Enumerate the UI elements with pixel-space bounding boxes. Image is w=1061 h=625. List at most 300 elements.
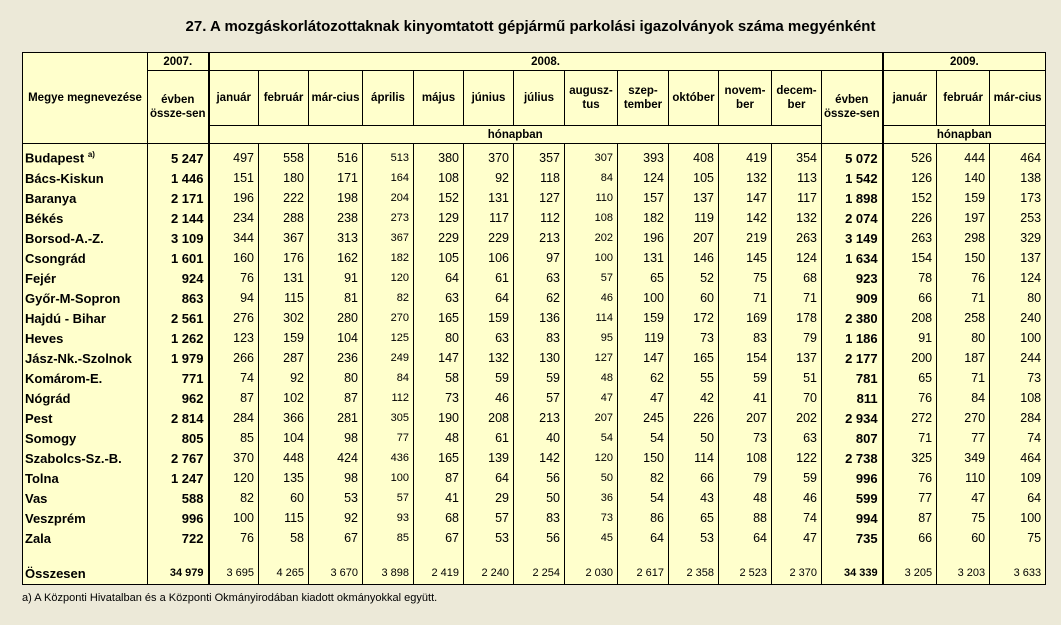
month-2008-cell: 43	[669, 488, 719, 508]
total-2007-cell: 924	[148, 268, 209, 288]
total-2007-cell: 1 262	[148, 328, 209, 348]
month-2008-cell: 108	[565, 208, 618, 228]
month-2008-cell: 3 898	[363, 562, 414, 585]
month-2008-cell: 60	[259, 488, 309, 508]
month-2008-cell: 198	[309, 188, 363, 208]
month-2008-cell: 136	[514, 308, 565, 328]
month-2008-cell: 102	[259, 388, 309, 408]
month-header-2008: október	[669, 71, 719, 126]
month-2008-cell: 47	[618, 388, 669, 408]
month-2008-cell: 67	[309, 528, 363, 548]
month-2008-cell: 276	[209, 308, 259, 328]
table-row	[23, 288, 1046, 308]
month-2008-cell: 94	[209, 288, 259, 308]
month-header-2008: június	[464, 71, 514, 126]
county-name	[23, 228, 148, 248]
total-2008-cell: 2 738	[822, 448, 883, 468]
month-2008-cell: 302	[259, 308, 309, 328]
footnote: a) A Központi Hivatalban és a Központi Okmányirodában kiadott okmányokkal együtt.	[22, 592, 438, 604]
month-2008-cell: 65	[618, 268, 669, 288]
total-2008-cell: 923	[822, 268, 883, 288]
spacer-cell	[259, 548, 309, 562]
month-2009-cell: 150	[937, 248, 990, 268]
month-2008-cell: 83	[514, 328, 565, 348]
month-2008-cell: 137	[669, 188, 719, 208]
month-2008-cell: 80	[414, 328, 464, 348]
month-2008-cell: 169	[719, 308, 772, 328]
month-2008-cell: 131	[464, 188, 514, 208]
month-2008-cell: 64	[464, 288, 514, 308]
month-2008-cell: 344	[209, 228, 259, 248]
month-2009-cell: 100	[990, 508, 1046, 528]
month-2008-cell: 115	[259, 508, 309, 528]
county-name	[23, 168, 148, 188]
month-2008-cell: 108	[414, 168, 464, 188]
month-2008-cell: 112	[363, 388, 414, 408]
month-2008-cell: 82	[618, 468, 669, 488]
month-2008-cell: 127	[565, 348, 618, 368]
month-2008-cell: 4 265	[259, 562, 309, 585]
month-2008-cell: 71	[772, 288, 822, 308]
county-name-text: Bács-Kiskun	[25, 170, 104, 186]
month-2008-cell: 182	[363, 248, 414, 268]
month-2009-cell: 77	[937, 428, 990, 448]
month-2008-cell: 2 030	[565, 562, 618, 585]
month-2008-cell: 54	[565, 428, 618, 448]
month-header-2008: július	[514, 71, 565, 126]
county-name-text: Győr-M-Sopron	[25, 290, 121, 306]
month-2008-cell: 132	[719, 168, 772, 188]
month-2008-cell: 98	[309, 428, 363, 448]
month-2008-cell: 100	[618, 288, 669, 308]
month-header-row	[23, 71, 1046, 126]
month-2008-cell: 120	[363, 268, 414, 288]
month-2009-cell: 76	[883, 388, 937, 408]
month-2008-cell: 70	[772, 388, 822, 408]
county-header: Megye megnevezése	[23, 53, 148, 144]
month-2008-cell: 408	[669, 144, 719, 169]
total-2008-cell: 1 898	[822, 188, 883, 208]
month-2009-cell: 253	[990, 208, 1046, 228]
month-2008-cell: 222	[259, 188, 309, 208]
month-2008-cell: 117	[464, 208, 514, 228]
month-2008-cell: 120	[209, 468, 259, 488]
county-name	[23, 562, 148, 585]
county-name-text: Zala	[25, 530, 52, 546]
per-month-label-2009: hónapban	[883, 126, 1046, 144]
county-name	[23, 428, 148, 448]
month-2008-cell: 108	[719, 448, 772, 468]
total-2008-cell: 1 542	[822, 168, 883, 188]
month-2009-cell: 71	[883, 428, 937, 448]
month-2008-cell: 50	[565, 468, 618, 488]
month-2008-cell: 139	[464, 448, 514, 468]
month-2008-cell: 160	[209, 248, 259, 268]
month-2008-cell: 82	[209, 488, 259, 508]
county-name	[23, 144, 148, 169]
month-2009-cell: 137	[990, 248, 1046, 268]
month-2008-cell: 92	[259, 368, 309, 388]
month-2008-cell: 84	[565, 168, 618, 188]
month-header-2009: február	[937, 71, 990, 126]
parking-permit-table	[22, 52, 1046, 585]
month-2008-cell: 180	[259, 168, 309, 188]
month-2009-cell: 526	[883, 144, 937, 169]
month-2008-cell: 79	[772, 328, 822, 348]
month-2008-cell: 280	[309, 308, 363, 328]
county-name-text: Somogy	[25, 430, 77, 446]
month-2008-cell: 204	[363, 188, 414, 208]
month-2008-cell: 84	[363, 368, 414, 388]
county-name-text: Borsod-A.-Z.	[25, 230, 104, 246]
county-name	[23, 248, 148, 268]
month-2008-cell: 127	[514, 188, 565, 208]
month-2008-cell: 46	[464, 388, 514, 408]
month-2008-cell: 75	[719, 268, 772, 288]
month-2008-cell: 124	[772, 248, 822, 268]
month-2008-cell: 171	[309, 168, 363, 188]
month-2008-cell: 196	[209, 188, 259, 208]
county-name	[23, 328, 148, 348]
month-2008-cell: 366	[259, 408, 309, 428]
month-2009-cell: 75	[937, 508, 990, 528]
month-2008-cell: 146	[669, 248, 719, 268]
month-2008-cell: 164	[363, 168, 414, 188]
county-name	[23, 208, 148, 228]
spacer-cell	[990, 548, 1046, 562]
month-2009-cell: 173	[990, 188, 1046, 208]
month-2008-cell: 234	[209, 208, 259, 228]
month-2009-cell: 75	[990, 528, 1046, 548]
month-2009-cell: 3 203	[937, 562, 990, 585]
month-2008-cell: 64	[464, 468, 514, 488]
month-2008-cell: 74	[209, 368, 259, 388]
month-2008-cell: 2 617	[618, 562, 669, 585]
month-2008-cell: 92	[309, 508, 363, 528]
month-2008-cell: 131	[259, 268, 309, 288]
month-2008-cell: 263	[772, 228, 822, 248]
spacer-cell	[669, 548, 719, 562]
month-2008-cell: 53	[669, 528, 719, 548]
month-2008-cell: 61	[464, 428, 514, 448]
month-2008-cell: 207	[565, 408, 618, 428]
month-header-2008: április	[363, 71, 414, 126]
month-2008-cell: 60	[669, 288, 719, 308]
month-2008-cell: 208	[464, 408, 514, 428]
month-2009-cell: 240	[990, 308, 1046, 328]
month-2009-cell: 80	[937, 328, 990, 348]
total-2008-cell: 811	[822, 388, 883, 408]
month-2008-cell: 58	[414, 368, 464, 388]
month-2009-cell: 325	[883, 448, 937, 468]
total-2007-cell: 2 561	[148, 308, 209, 328]
month-2008-cell: 41	[414, 488, 464, 508]
month-2008-cell: 238	[309, 208, 363, 228]
total-2007-cell: 2 144	[148, 208, 209, 228]
month-2009-cell: 78	[883, 268, 937, 288]
month-2008-cell: 100	[209, 508, 259, 528]
month-2008-cell: 2 370	[772, 562, 822, 585]
county-name-text: Békés	[25, 210, 64, 226]
table-row	[23, 368, 1046, 388]
total-2008-cell: 735	[822, 528, 883, 548]
total-2008-cell: 2 177	[822, 348, 883, 368]
month-2008-cell: 58	[259, 528, 309, 548]
spacer-cell	[565, 548, 618, 562]
month-2008-cell: 63	[514, 268, 565, 288]
month-2008-cell: 119	[618, 328, 669, 348]
month-2008-cell: 288	[259, 208, 309, 228]
county-name-text: Szabolcs-Sz.-B.	[25, 450, 122, 466]
month-2008-cell: 76	[209, 528, 259, 548]
month-2008-cell: 93	[363, 508, 414, 528]
month-2009-cell: 140	[937, 168, 990, 188]
month-2008-cell: 132	[464, 348, 514, 368]
month-2008-cell: 76	[209, 268, 259, 288]
month-2008-cell: 513	[363, 144, 414, 169]
month-2009-cell: 65	[883, 368, 937, 388]
month-2009-cell: 263	[883, 228, 937, 248]
county-name	[23, 308, 148, 328]
month-header-2008: augusz-tus	[565, 71, 618, 126]
month-2009-cell: 329	[990, 228, 1046, 248]
month-2008-cell: 59	[772, 468, 822, 488]
month-2008-cell: 157	[618, 188, 669, 208]
month-2008-cell: 125	[363, 328, 414, 348]
county-name-text: Veszprém	[25, 510, 86, 526]
total-2007-cell: 962	[148, 388, 209, 408]
total-2007-cell: 1 446	[148, 168, 209, 188]
county-name-text: Csongrád	[25, 250, 86, 266]
month-2009-cell: 60	[937, 528, 990, 548]
month-2009-cell: 76	[937, 268, 990, 288]
month-2009-cell: 84	[937, 388, 990, 408]
month-2009-cell: 66	[883, 528, 937, 548]
county-name-text: Fejér	[25, 270, 57, 286]
table-row	[23, 248, 1046, 268]
month-header-2008: szep-tember	[618, 71, 669, 126]
month-2008-cell: 236	[309, 348, 363, 368]
month-2008-cell: 64	[618, 528, 669, 548]
table-row	[23, 308, 1046, 328]
month-2009-cell: 110	[937, 468, 990, 488]
month-2008-cell: 104	[259, 428, 309, 448]
month-2008-cell: 67	[414, 528, 464, 548]
total-2008-cell: 599	[822, 488, 883, 508]
month-2008-cell: 147	[618, 348, 669, 368]
month-2008-cell: 88	[719, 508, 772, 528]
total-2007-cell: 5 247	[148, 144, 209, 169]
month-2008-cell: 115	[259, 288, 309, 308]
county-name	[23, 528, 148, 548]
month-2008-cell: 273	[363, 208, 414, 228]
month-2008-cell: 51	[772, 368, 822, 388]
month-2009-cell: 47	[937, 488, 990, 508]
county-name-text: Komárom-E.	[25, 370, 103, 386]
month-2009-cell: 138	[990, 168, 1046, 188]
month-2008-cell: 202	[565, 228, 618, 248]
month-2008-cell: 135	[259, 468, 309, 488]
month-2008-cell: 207	[669, 228, 719, 248]
month-2008-cell: 497	[209, 144, 259, 169]
county-name	[23, 408, 148, 428]
total-2007-cell: 863	[148, 288, 209, 308]
month-2008-cell: 150	[618, 448, 669, 468]
spacer-cell	[883, 548, 937, 562]
annual-2007-header: évben össze-sen	[148, 71, 209, 144]
total-2008-cell: 5 072	[822, 144, 883, 169]
month-2009-cell: 76	[883, 468, 937, 488]
month-2008-cell: 281	[309, 408, 363, 428]
month-2008-cell: 305	[363, 408, 414, 428]
month-2008-cell: 86	[618, 508, 669, 528]
month-2009-cell: 71	[937, 368, 990, 388]
table-title: 27. A mozgáskorlátozottaknak kinyomtatott gépjármű parkolási igazolványok száma megyénként	[185, 18, 876, 35]
total-2008-cell: 2 934	[822, 408, 883, 428]
month-2009-cell: 73	[990, 368, 1046, 388]
month-2008-cell: 57	[464, 508, 514, 528]
month-2008-cell: 117	[772, 188, 822, 208]
month-2008-cell: 2 419	[414, 562, 464, 585]
county-name-text: Heves	[25, 330, 64, 346]
month-2008-cell: 137	[772, 348, 822, 368]
month-2008-cell: 55	[669, 368, 719, 388]
total-2007-cell: 722	[148, 528, 209, 548]
month-2009-cell: 74	[990, 428, 1046, 448]
month-2008-cell: 313	[309, 228, 363, 248]
month-2008-cell: 207	[719, 408, 772, 428]
month-header-2008: február	[259, 71, 309, 126]
month-2008-cell: 77	[363, 428, 414, 448]
total-2007-cell: 1 247	[148, 468, 209, 488]
month-2008-cell: 129	[414, 208, 464, 228]
month-2008-cell: 62	[514, 288, 565, 308]
month-2008-cell: 53	[464, 528, 514, 548]
table-row	[23, 208, 1046, 228]
month-2008-cell: 357	[514, 144, 565, 169]
month-2008-cell: 266	[209, 348, 259, 368]
month-2008-cell: 159	[259, 328, 309, 348]
month-2008-cell: 380	[414, 144, 464, 169]
month-2008-cell: 284	[209, 408, 259, 428]
month-2009-cell: 91	[883, 328, 937, 348]
month-2008-cell: 68	[772, 268, 822, 288]
month-2009-cell: 3 633	[990, 562, 1046, 585]
month-2008-cell: 165	[414, 448, 464, 468]
month-2008-cell: 124	[618, 168, 669, 188]
month-2008-cell: 245	[618, 408, 669, 428]
month-2008-cell: 97	[514, 248, 565, 268]
month-2008-cell: 48	[719, 488, 772, 508]
month-2008-cell: 123	[209, 328, 259, 348]
year-2007-header: 2007.	[148, 53, 209, 71]
month-2008-cell: 66	[669, 468, 719, 488]
month-2009-cell: 100	[990, 328, 1046, 348]
month-2008-cell: 110	[565, 188, 618, 208]
month-2009-cell: 124	[990, 268, 1046, 288]
month-2009-cell: 154	[883, 248, 937, 268]
month-2008-cell: 142	[514, 448, 565, 468]
month-2008-cell: 151	[209, 168, 259, 188]
spacer-row	[23, 548, 1046, 562]
month-2008-cell: 56	[514, 468, 565, 488]
total-2008-cell: 781	[822, 368, 883, 388]
total-2007-cell: 1 979	[148, 348, 209, 368]
total-2007-cell: 3 109	[148, 228, 209, 248]
month-2008-cell: 83	[719, 328, 772, 348]
total-2007-cell: 771	[148, 368, 209, 388]
month-2008-cell: 82	[363, 288, 414, 308]
spacer-cell	[23, 548, 148, 562]
month-2008-cell: 202	[772, 408, 822, 428]
year-2009-header: 2009.	[883, 53, 1046, 71]
month-2008-cell: 46	[565, 288, 618, 308]
month-2009-cell: 244	[990, 348, 1046, 368]
month-2008-cell: 307	[565, 144, 618, 169]
total-2007-cell: 588	[148, 488, 209, 508]
county-name	[23, 448, 148, 468]
month-2008-cell: 213	[514, 228, 565, 248]
month-2008-cell: 112	[514, 208, 565, 228]
month-2009-cell: 464	[990, 448, 1046, 468]
month-2008-cell: 354	[772, 144, 822, 169]
month-2009-cell: 349	[937, 448, 990, 468]
month-2008-cell: 104	[309, 328, 363, 348]
county-name-text: Budapest	[25, 150, 85, 166]
month-2009-cell: 126	[883, 168, 937, 188]
month-2009-cell: 444	[937, 144, 990, 169]
county-name-text: Baranya	[25, 190, 77, 206]
total-2007-cell: 2 171	[148, 188, 209, 208]
month-2008-cell: 3 695	[209, 562, 259, 585]
month-2008-cell: 2 523	[719, 562, 772, 585]
month-2008-cell: 516	[309, 144, 363, 169]
total-2008-cell: 807	[822, 428, 883, 448]
month-2009-cell: 64	[990, 488, 1046, 508]
total-2007-cell: 996	[148, 508, 209, 528]
month-2008-cell: 57	[514, 388, 565, 408]
table-row	[23, 508, 1046, 528]
month-2008-cell: 249	[363, 348, 414, 368]
month-2008-cell: 48	[565, 368, 618, 388]
month-2008-cell: 73	[414, 388, 464, 408]
month-2008-cell: 367	[259, 228, 309, 248]
month-2008-cell: 63	[464, 328, 514, 348]
month-2008-cell: 147	[414, 348, 464, 368]
spacer-cell	[209, 548, 259, 562]
month-2008-cell: 71	[719, 288, 772, 308]
total-2008-cell: 1 634	[822, 248, 883, 268]
month-2008-cell: 2 254	[514, 562, 565, 585]
month-2008-cell: 120	[565, 448, 618, 468]
month-2008-cell: 79	[719, 468, 772, 488]
month-2008-cell: 50	[669, 428, 719, 448]
month-2008-cell: 100	[363, 468, 414, 488]
spacer-cell	[719, 548, 772, 562]
month-2008-cell: 3 670	[309, 562, 363, 585]
month-2008-cell: 61	[464, 268, 514, 288]
month-header-2008: novem-ber	[719, 71, 772, 126]
table-row	[23, 408, 1046, 428]
month-header-2009: már-cius	[990, 71, 1046, 126]
month-2009-cell: 87	[883, 508, 937, 528]
month-2008-cell: 73	[669, 328, 719, 348]
month-2008-cell: 436	[363, 448, 414, 468]
month-2008-cell: 91	[309, 268, 363, 288]
table-body	[23, 144, 1046, 585]
month-2008-cell: 59	[514, 368, 565, 388]
county-name	[23, 508, 148, 528]
